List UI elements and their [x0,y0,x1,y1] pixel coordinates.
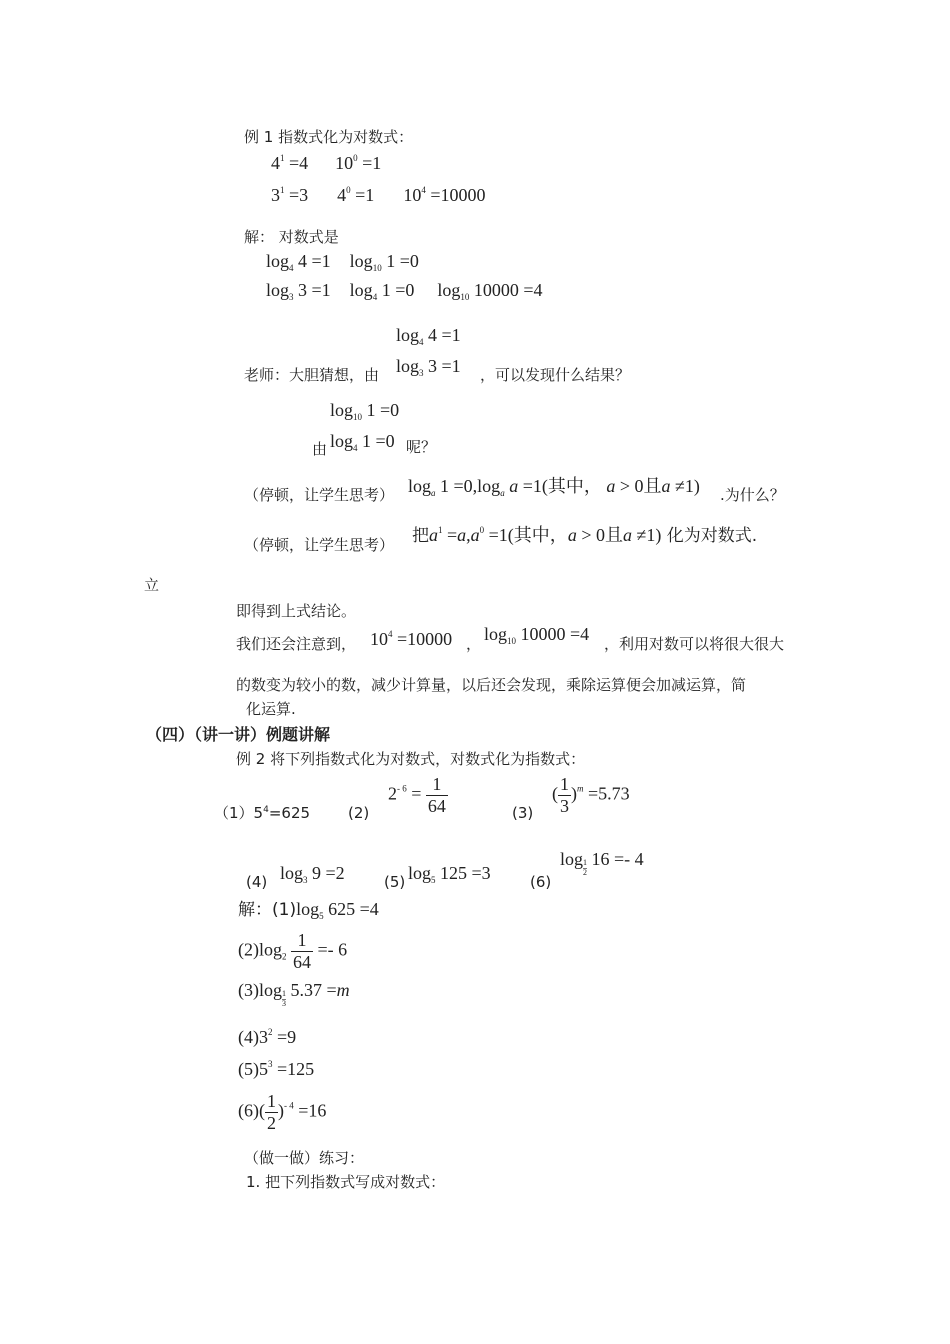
sol2-line3: (3)log $\frac{1}{3}$ 5.37 =m [238,980,350,1008]
conclusion-line1: 即得到上式结论。 [236,602,357,620]
sol2-line2: $(2)\log_2$ $\frac{1}{64}$ =- 6 [238,930,348,972]
ex1-equation-row2: $3^1 =3$ $4^0 =1$ $10^4 =10000$ [271,185,486,205]
conclusion-line3: 的数变为较小的数，减少计算量，以后还会发现，乘除运算便会加减运算，简 [236,676,747,694]
ex2-p5-label: (5) [384,873,406,891]
ex2-p4-formula: $\log_3 9 =2$ [280,863,345,885]
ex2-p4-label: (4) [246,873,268,891]
conclusion-eq2: $\log_{10} 10000 =4$ [484,624,590,646]
ex2-p2-formula: $2^{- 6}$ = $\frac{1}{64}$ [388,774,446,816]
ex2-p3-formula: ( $\frac{1}{3}$ )$^m$ =5.73 [552,774,630,816]
pause1-label: （停顿，让学生思考） [244,486,395,504]
ex2-p1: $(1)5^4=625$ [214,804,311,822]
conclusion-comma: ， [466,635,482,653]
ex2-p5-formula: $\log_5 125 =3$ [408,863,491,885]
sol2-line4: $(4)3^2 =9$ [238,1027,297,1047]
sol1-log-row2: $\log_3 3 =1$ $\log_4 1 =0$ $\log_{10} 10000 =4$ [266,280,543,302]
conclusion-line4: 化运算. [246,700,296,718]
conclusion-line2-prefix: 我们还会注意到， [236,635,357,653]
sol2-line1: 解：$(1)\log_5$ 625 =4 [238,899,379,921]
example2-title: 例 2 将下列指数式化为对数式，对数式化为指数式： [236,750,586,768]
sol1-log-row1: $\log_4 4 =1$ $\log_{10} 1 =0$ [266,251,419,273]
teacher-you: 由 [312,440,328,458]
pause1-formula: $\log_a 1 =0,\log_a$ a =1(其中， a > 0且a ≠1) [408,476,700,498]
practice-title: （做一做）练习： [244,1149,365,1167]
pause2-label: （停顿，让学生思考） [244,536,395,554]
teacher-stack-eq4: $\log_4 1 =0$ [330,431,395,453]
sol2-line5: $(5)5^3 =125$ [238,1059,315,1079]
conclusion-eq1: $10^4 =10000$ [370,629,453,649]
pause2-formula: 把$a^1 =a,a^0 =1$(其中，a > 0且a ≠1) 化为对数式. [412,525,758,546]
teacher-stack-eq1: $\log_4 4 =1$ [396,325,461,347]
teacher-prefix: 老师：大胆猜想，由 [244,366,380,384]
ex2-p6-formula: log $\frac{1}{2}$ 16 =- 4 [560,849,644,877]
ex2-p2-label: (2) [348,804,370,822]
li-character: 立 [144,576,160,594]
pause1-tail: .为什么？ [720,486,785,504]
example1-title: 例 1 指数式化为对数式： [244,128,414,146]
teacher-suffix: ，可以发现什么结果？ [480,366,631,384]
section4-title: （四）（讲一讲）例题讲解 [146,725,331,744]
ex2-p3-label: (3) [512,804,534,822]
ex1-equation-row1: $4^1 =4$ $10^0 =1$ [271,153,382,173]
teacher-stack-eq3: $\log_{10} 1 =0$ [330,400,400,422]
conclusion-line2-suffix: ，利用对数可以将很大很大 [604,635,785,653]
teacher-stack-eq2: $\log_3 3 =1$ [396,356,461,378]
teacher-ne: 呢？ [406,438,437,456]
sol2-line6: (6)( $\frac{1}{2}$ )$^{- 4}$ =16 [238,1091,327,1133]
ex2-p6-label: (6) [530,873,552,891]
solution1-label: 解： 对数式是 [244,228,339,246]
practice-item1: 1. 把下列指数式写成对数式： [246,1173,446,1191]
